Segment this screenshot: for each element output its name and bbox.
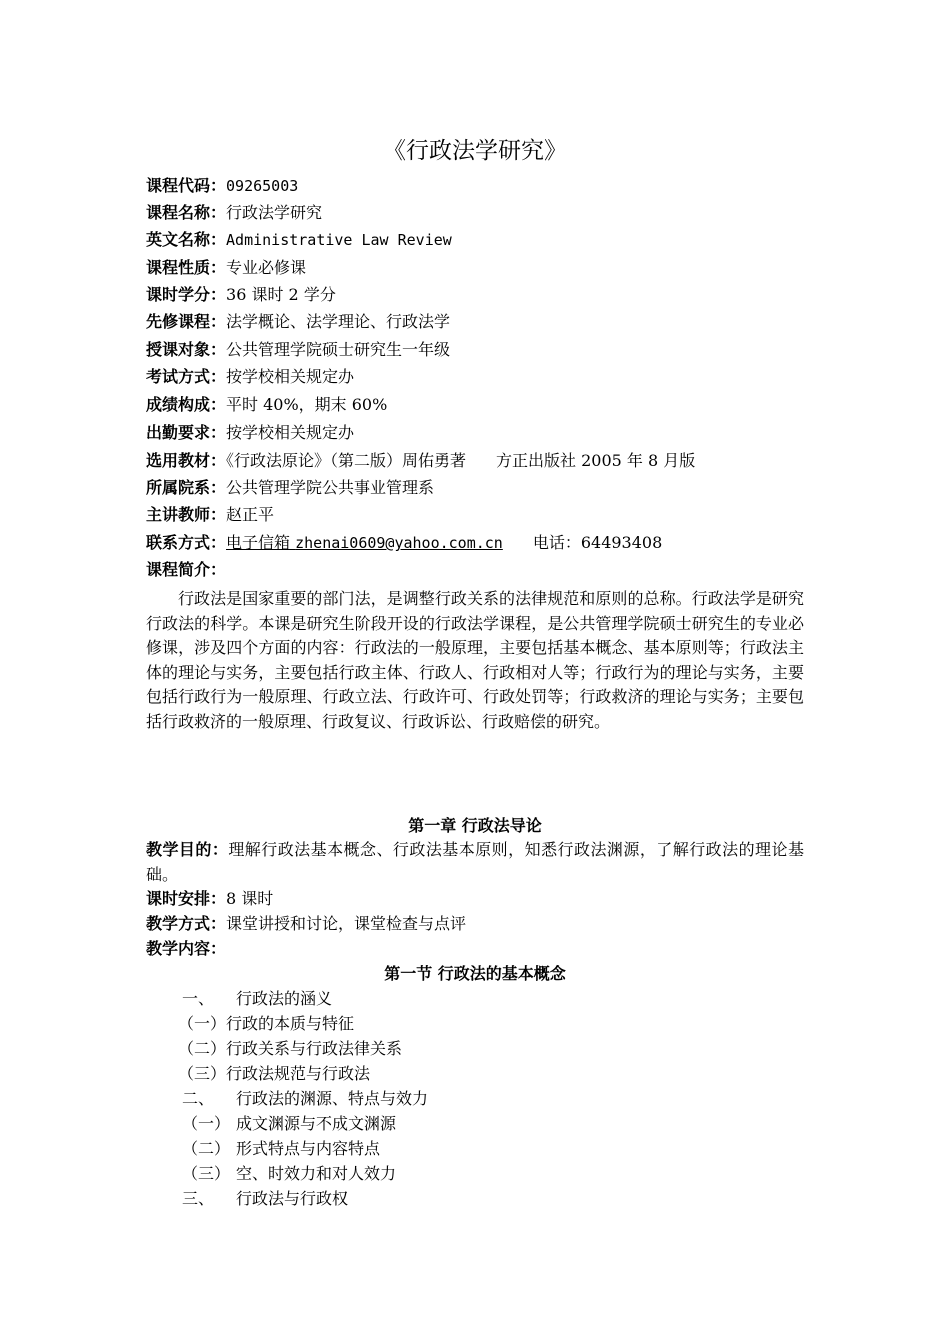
- outline-item: （二）行政关系与行政法律关系: [178, 1039, 403, 1058]
- info-label: 出勤要求：: [146, 423, 227, 442]
- info-value: 公共管理学院公共事业管理系: [226, 478, 435, 497]
- hours-label: 课时安排：: [146, 889, 227, 908]
- email-link[interactable]: [226, 533, 503, 552]
- chapter-objective: [146, 838, 804, 887]
- info-course-code: [146, 174, 298, 198]
- info-label: 所属院系：: [146, 478, 227, 497]
- info-value: 公共管理学院硕士研究生一年级: [226, 340, 451, 359]
- info-value: 《行政法原论》（第二版）周佑勇著: [226, 451, 467, 470]
- content-label: 教学内容：: [146, 939, 227, 958]
- info-label: 成绩构成：: [146, 395, 227, 414]
- info-label: 课程名称：: [146, 203, 227, 222]
- info-credits: [146, 283, 336, 307]
- method-label: 教学方式：: [146, 914, 227, 933]
- chapter-method: [146, 912, 466, 936]
- email-prefix: 电子信箱: [226, 533, 296, 552]
- info-value: 赵正平: [226, 505, 275, 524]
- objective-text: 理解行政法基本概念、行政法基本原则，知悉行政法渊源，了解行政法的理论基础。: [146, 840, 804, 884]
- method-value: 课堂讲授和讨论，课堂检查与点评: [226, 914, 467, 933]
- info-department: [146, 476, 434, 500]
- intro-label: 课程简介：: [146, 560, 227, 579]
- info-label: 考试方式：: [146, 367, 227, 386]
- info-prerequisites: [146, 310, 450, 334]
- info-course-name: [146, 201, 322, 225]
- chapter-hours: [146, 887, 273, 911]
- info-value: 法学概论、法学理论、行政法学: [226, 312, 451, 331]
- outline-item: 三、 行政法与行政权: [182, 1189, 349, 1208]
- info-instructor: [146, 503, 274, 527]
- info-course-type: [146, 256, 306, 280]
- info-grading: [146, 393, 387, 417]
- info-label: 课程代码：: [146, 176, 227, 195]
- info-value: Administrative Law Review: [226, 231, 452, 249]
- info-value: 按学校相关规定办: [226, 423, 355, 442]
- info-textbook: [146, 449, 695, 473]
- info-exam-method: [146, 365, 354, 389]
- section-title: 第一节 行政法的基本概念: [384, 964, 566, 983]
- info-contact: [146, 531, 662, 555]
- info-label: 主讲教师：: [146, 505, 227, 524]
- objective-label: 教学目的：: [146, 840, 229, 859]
- info-english-name: [146, 228, 452, 252]
- info-label: 授课对象：: [146, 340, 227, 359]
- hours-value: 8 课时: [226, 889, 274, 908]
- info-value: 36 课时 2 学分: [226, 285, 336, 304]
- info-publisher: 方正出版社 2005 年 8 月版: [496, 451, 696, 470]
- outline-item: 一、 行政法的涵义: [182, 989, 333, 1008]
- phone: 电话：64493408: [532, 533, 663, 552]
- intro-paragraph: 行政法是国家重要的部门法，是调整行政关系的法律规范和原则的总称。行政法学是研究行政法的科学。本课是研究生阶段开设的行政法学课程，是公共管理学院硕士研究生的专业必修课，涉及四个方面的内容：行政法的一般原理，主要包括基本概念、基本原则等；行政法主体的理论与实务，主要包括行政主体、行政人、行政相对人等；行政行为的理论与实务，主要包括行政行为一般原理、行政立法、行政许可、行政处罚等；行政救济的理论与实务；主要包括行政救济的一般原理、行政复议、行政诉讼、行政赔偿的研究。: [146, 589, 804, 731]
- chapter-content: [146, 937, 226, 961]
- outline-item: （三） 空、时效力和对人效力: [182, 1164, 397, 1183]
- info-attendance: [146, 421, 354, 445]
- info-value: 按学校相关规定办: [226, 367, 355, 386]
- info-label: 课时学分：: [146, 285, 227, 304]
- info-label: 选用教材：: [146, 451, 227, 470]
- chapter-title: 第一章 行政法导论: [408, 816, 542, 835]
- info-label: 课程性质：: [146, 258, 227, 277]
- info-label: 先修课程：: [146, 312, 227, 331]
- info-audience: [146, 338, 450, 362]
- info-value: 专业必修课: [226, 258, 307, 277]
- info-label: 英文名称：: [146, 230, 227, 249]
- info-value: 09265003: [226, 177, 299, 195]
- email-address: zhenai0609@yahoo.com.cn: [295, 534, 503, 552]
- outline-item: （三）行政法规范与行政法: [178, 1064, 371, 1083]
- info-value: 行政法学研究: [226, 203, 323, 222]
- info-label: 联系方式：: [146, 533, 227, 552]
- outline-item: 二、 行政法的渊源、特点与效力: [182, 1089, 429, 1108]
- outline-item: （一） 成文渊源与不成文渊源: [182, 1114, 397, 1133]
- info-value: 平时 40%，期末 60%: [226, 395, 388, 414]
- intro-label-row: [146, 558, 226, 582]
- outline-item: （二） 形式特点与内容特点: [182, 1139, 381, 1158]
- outline-item: （一）行政的本质与特征: [178, 1014, 355, 1033]
- document-title: 《行政法学研究》: [383, 138, 567, 164]
